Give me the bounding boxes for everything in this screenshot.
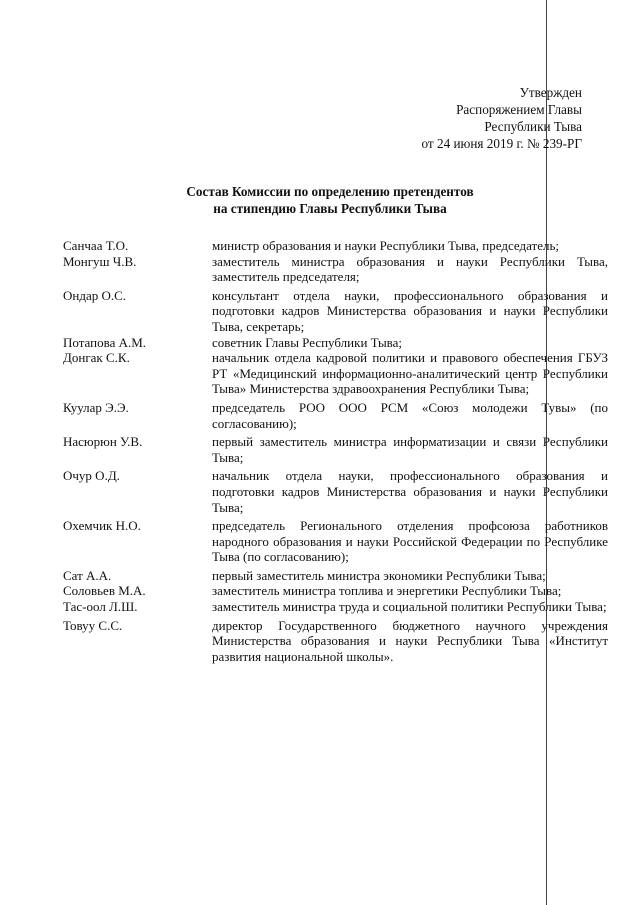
approval-block <box>422 84 583 152</box>
member-role: председатель РОО ООО РСМ «Союз молодежи Тувы» (по согласованию); <box>212 399 608 431</box>
member-role: заместитель министра топлива и энергетики Республики Тыва; <box>212 583 562 599</box>
member-name: Очур О.Д. <box>63 468 120 484</box>
member-row <box>63 238 608 254</box>
member-name: Охемчик Н.О. <box>63 518 141 534</box>
member-role: консультант отдела науки, профессионального образования и подготовки кадров Министерства образования и науки Республики Тыва, секретарь; <box>212 287 608 334</box>
member-name: Товуу С.С. <box>63 617 123 633</box>
document-title <box>130 183 530 217</box>
member-role: директор Государственного бюджетного научного учреждения Министерства образования и науки Республики Тыва «Институт развития национальной школы». <box>212 617 608 664</box>
member-row <box>63 254 608 285</box>
approval-line-2: Распоряжением Главы <box>456 102 582 117</box>
member-row <box>63 583 608 599</box>
member-name: Санчаа Т.О. <box>63 238 129 253</box>
member-name: Сат А.А. <box>63 567 112 583</box>
member-name: Потапова А.М. <box>63 334 147 350</box>
member-name: Тас-оол Л.Ш. <box>63 599 138 615</box>
member-name: Соловьев М.А. <box>63 583 146 599</box>
member-row <box>63 599 608 615</box>
member-name: Насюрюн У.В. <box>63 434 143 450</box>
member-row <box>63 518 608 565</box>
member-name: Донгак С.К. <box>63 350 130 366</box>
member-row <box>63 568 608 584</box>
member-row <box>63 434 608 465</box>
member-name: Монгуш Ч.В. <box>63 253 137 269</box>
member-role: министр образования и науки Республики Тыва, председатель; <box>212 238 560 253</box>
member-role: начальник отдела кадровой политики и правового обеспечения ГБУЗ РТ «Медицинский информационно-аналитический центр Республики Тыва» Министерства здравоохранения Республики Тыва; <box>212 350 608 397</box>
title-line-1: Состав Комиссии по определению претендентов <box>186 184 474 199</box>
member-role: первый заместитель министра экономики Республики Тыва; <box>212 567 546 583</box>
members-list <box>63 238 608 667</box>
member-role: заместитель министра труда и социальной политики Республики Тыва; <box>212 599 607 615</box>
title-line-2: на стипендию Главы Республики Тыва <box>213 201 447 216</box>
member-role: советник Главы Республики Тыва; <box>212 334 403 350</box>
member-row <box>63 468 608 515</box>
member-row <box>63 288 608 335</box>
member-name: Ондар О.С. <box>63 287 127 303</box>
member-role: первый заместитель министра информатизации и связи Республики Тыва; <box>212 434 608 465</box>
member-name: Куулар Э.Э. <box>63 399 129 415</box>
approval-line-4: от 24 июня 2019 г. № 239-РГ <box>421 136 582 151</box>
approval-line-3: Республики Тыва <box>484 119 582 134</box>
member-role: заместитель министра образования и науки Республики Тыва, заместитель председателя; <box>212 253 608 285</box>
approval-line-1: Утвержден <box>519 85 582 100</box>
member-row <box>63 350 608 397</box>
member-row <box>63 618 608 665</box>
member-role: председатель Регионального отделения профсоюза работников народного образования и науки Российской Федерации по Республике Тыва (по согласованию); <box>212 518 608 565</box>
member-role: начальник отдела науки, профессионального образования и подготовки кадров Министерства образования и науки Республики Тыва; <box>212 468 608 515</box>
member-row <box>63 400 608 431</box>
member-row <box>63 335 608 351</box>
